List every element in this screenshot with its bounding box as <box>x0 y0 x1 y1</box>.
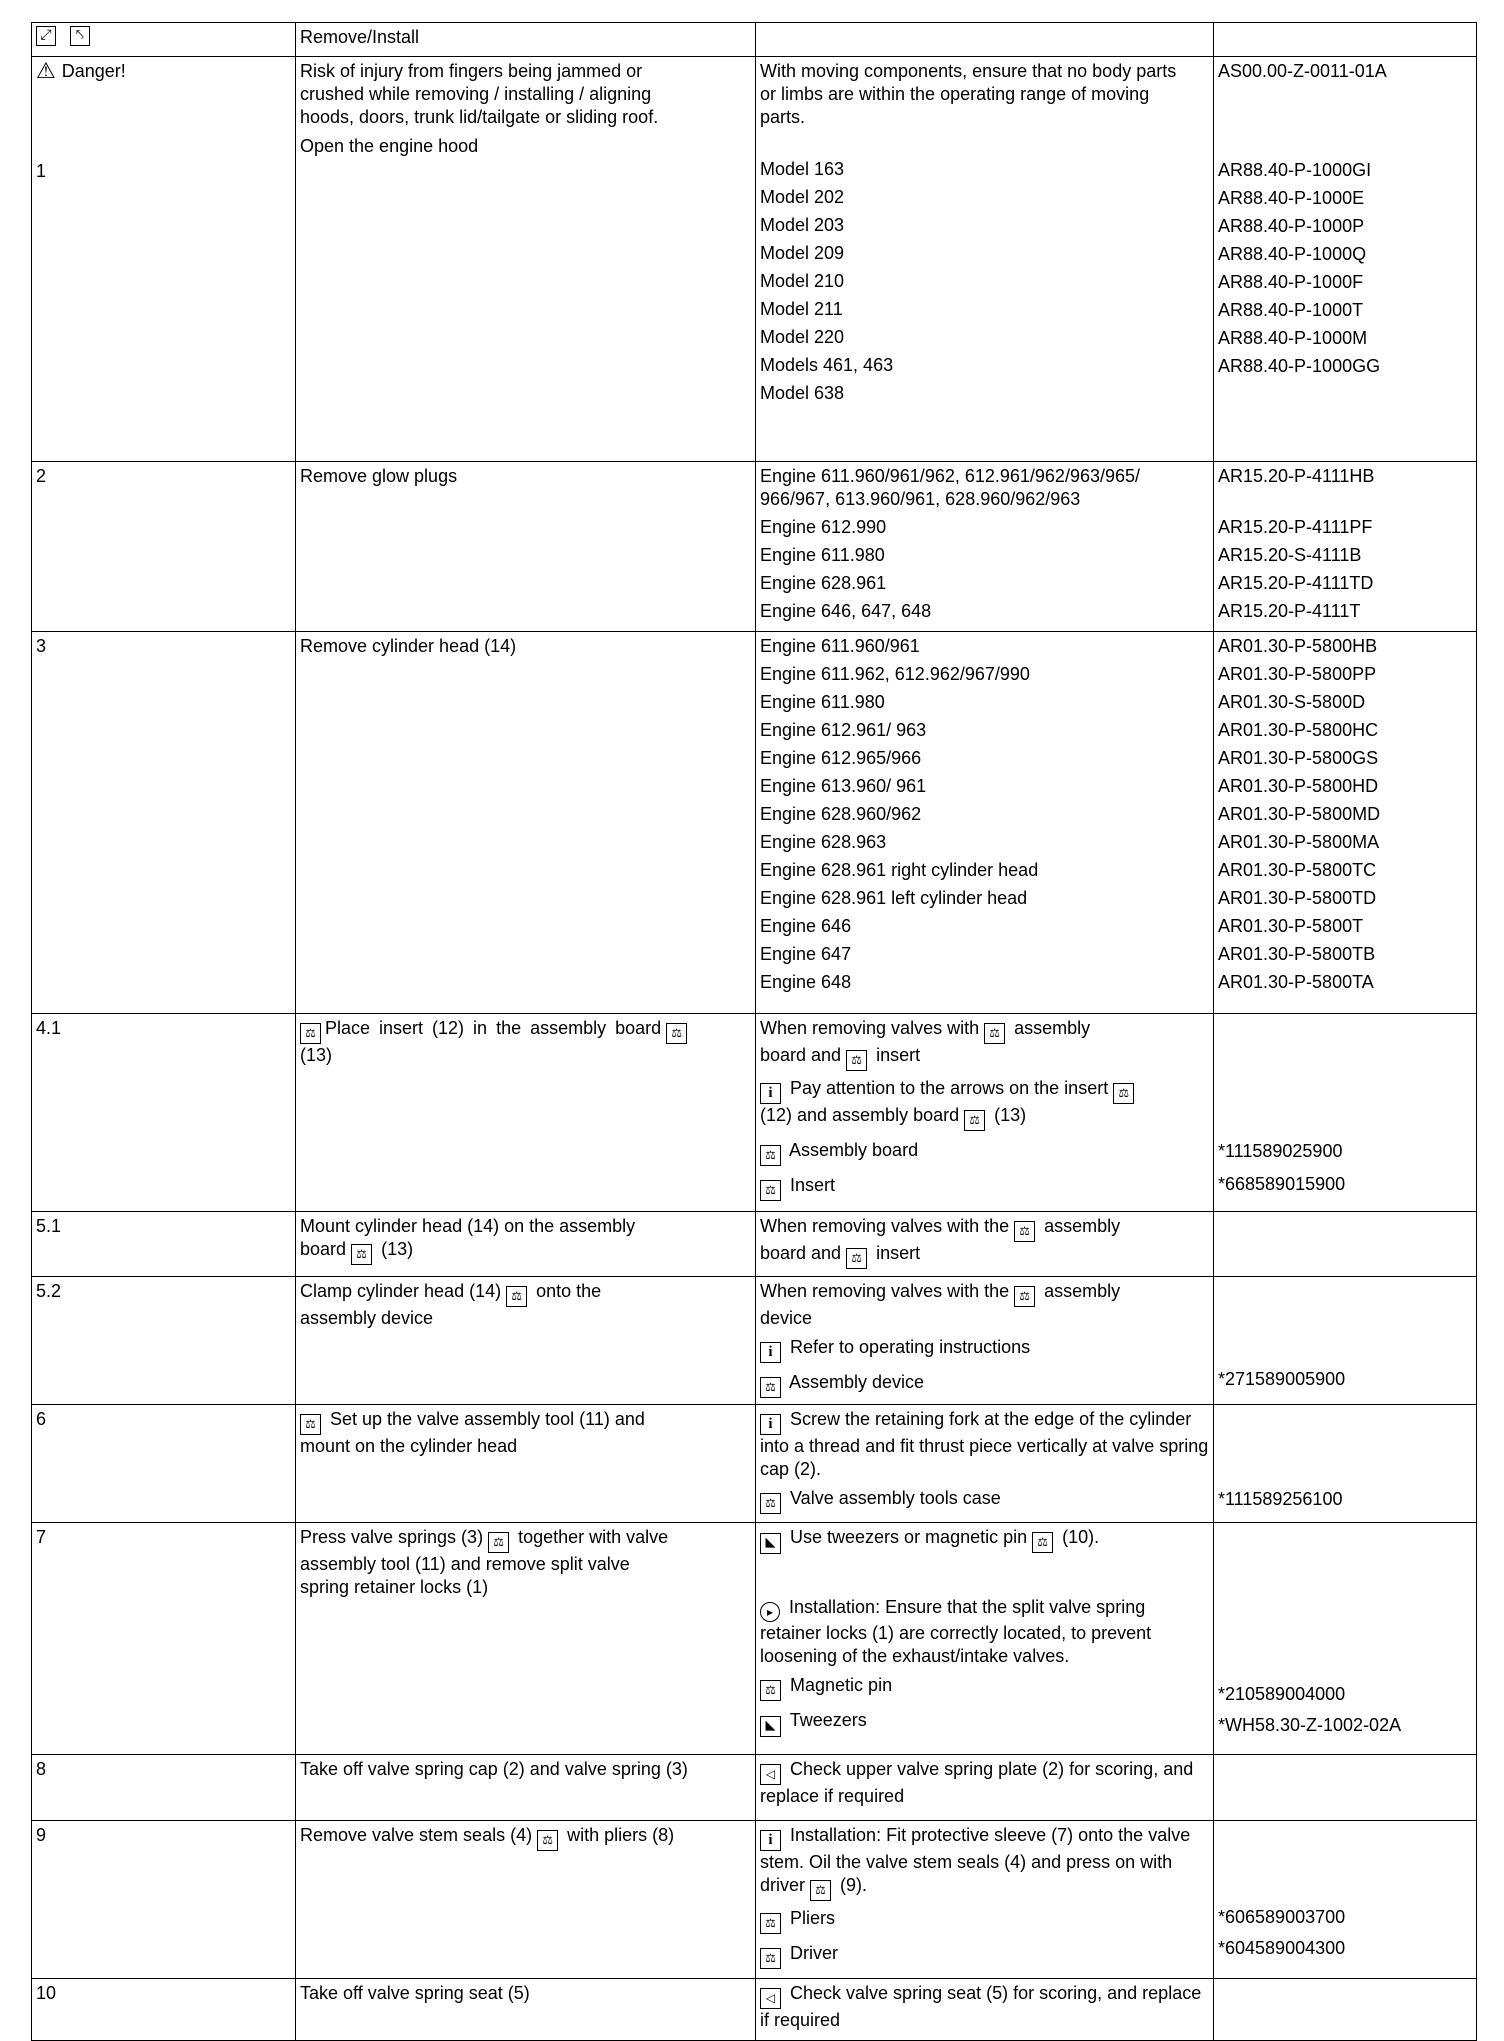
note-text: device <box>760 1308 813 1328</box>
inspection-icon <box>760 1988 781 2009</box>
step-action: with pliers (8) <box>567 1825 675 1845</box>
step-row <box>32 1821 1477 1979</box>
ref-text: Engine 628.963 <box>760 832 887 852</box>
step-action: Remove cylinder head (14) <box>296 632 756 1014</box>
ref-text: Engine 647 <box>760 944 852 964</box>
step-action: Remove glow plugs <box>296 462 756 632</box>
doc-code-link[interactable]: AR01.30-P-5800MD <box>1218 804 1381 824</box>
step-number: 8 <box>32 1755 296 1821</box>
note-text: When removing valves with the <box>760 1281 1010 1301</box>
step-row <box>32 632 1477 1014</box>
special-tool-icon <box>488 1532 509 1553</box>
note-cell <box>756 1755 1214 1821</box>
danger-risk-cell <box>296 57 756 462</box>
code-cell <box>1214 57 1477 462</box>
step-row <box>32 1277 1477 1405</box>
note-text: (10). <box>1062 1527 1100 1547</box>
code-cell <box>1214 1821 1477 1979</box>
shop-equipment-icon <box>760 1533 781 1554</box>
ref-text: Model 220 <box>760 327 845 347</box>
note-text: Check upper valve spring plate (2) for scoring, and replace if required <box>760 1759 1194 1806</box>
special-tool-icon <box>1113 1083 1134 1104</box>
note-text: board and <box>760 1243 842 1263</box>
step-row <box>32 462 1477 632</box>
ref-text: Engine 628.961 left cylinder head <box>760 888 1028 908</box>
doc-code-link[interactable]: AR01.30-P-5800T <box>1218 916 1364 936</box>
ref-text: Engine 612.961/ 963 <box>760 720 927 740</box>
step-action: Open the engine hood <box>300 136 479 156</box>
special-tool-icon <box>760 1680 781 1701</box>
step-row <box>32 1979 1477 2041</box>
step-action: Mount cylinder head (14) on the assembly <box>300 1216 636 1236</box>
info-icon <box>760 1083 781 1104</box>
note-text: assembly <box>1044 1216 1121 1236</box>
collapse-icon[interactable]: ⤣ <box>70 26 90 46</box>
ref-text: Model 202 <box>760 187 845 207</box>
ref-text: Models 461, 463 <box>760 355 894 375</box>
doc-code-link[interactable]: AR15.20-P-4111TD <box>1218 573 1374 593</box>
doc-code-link[interactable]: AR01.30-S-5800D <box>1218 692 1366 712</box>
special-tool-icon <box>846 1050 867 1071</box>
ref-text: Engine 646, 647, 648 <box>760 601 932 621</box>
ref-text: Engine 628.960/962 <box>760 804 922 824</box>
doc-code-link[interactable]: AR01.30-P-5800TC <box>1218 860 1377 880</box>
special-tool-icon <box>810 1880 831 1901</box>
note-cell <box>756 1821 1214 1979</box>
step-action-cell <box>296 1277 756 1405</box>
tool-name: Assembly device <box>789 1372 925 1392</box>
step-row <box>32 1523 1477 1755</box>
ref-text: Engine 628.961 right cylinder head <box>760 860 1039 880</box>
tool-name: Valve assembly tools case <box>790 1488 1001 1508</box>
special-tool-icon <box>537 1830 558 1851</box>
tool-name: Driver <box>790 1943 839 1963</box>
step-action: Remove valve stem seals (4) <box>300 1825 533 1845</box>
special-tool-icon <box>300 1414 321 1435</box>
ref-text: Engine 613.960/ 961 <box>760 776 927 796</box>
note-text: assembly <box>1044 1281 1121 1301</box>
part-number[interactable]: *210589004000 <box>1218 1684 1346 1704</box>
special-tool-icon <box>760 1948 781 1969</box>
doc-code-link[interactable]: AR01.30-P-5800MA <box>1218 832 1380 852</box>
step-action: Place insert (12) in the assembly board <box>325 1018 662 1038</box>
step-row <box>32 1755 1477 1821</box>
step-row <box>32 1014 1477 1212</box>
note-text: insert <box>876 1045 921 1065</box>
step-action: assembly device <box>300 1308 434 1328</box>
header-empty-cell <box>756 23 1214 57</box>
special-tool-icon <box>1014 1221 1035 1242</box>
doc-code-link[interactable]: AR88.40-P-1000E <box>1218 188 1365 208</box>
special-tool-icon <box>1014 1286 1035 1307</box>
doc-code-link[interactable]: AR01.30-P-5800HB <box>1218 636 1378 656</box>
code-cell <box>1214 1979 1477 2041</box>
step-number: 5.1 <box>32 1212 296 1277</box>
note-text: Installation: Ensure that the split valve spring retainer locks (1) are correctly located, to prevent loosening of the exhaust/intake valves. <box>760 1597 1152 1666</box>
part-number[interactable]: *668589015900 <box>1218 1174 1346 1194</box>
special-tool-icon <box>1032 1532 1053 1553</box>
special-tool-icon <box>984 1023 1005 1044</box>
note-text: Check valve spring seat (5) for scoring, and replace if required <box>760 1983 1202 2030</box>
header-row <box>32 23 1477 57</box>
danger-cell <box>32 57 296 462</box>
danger-risk-text: Risk of injury from fingers being jammed or crushed while removing / installing / aligning hoods, doors, trunk lid/tailgate or sliding roof. <box>300 61 659 127</box>
special-tool-icon <box>760 1180 781 1201</box>
step-action-cell <box>296 1405 756 1523</box>
step-action: assembly tool (11) and remove split valve spring retainer locks (1) <box>300 1554 630 1597</box>
shop-equipment-icon <box>760 1716 781 1737</box>
note-cell <box>756 1277 1214 1405</box>
note-text: Pay attention to the arrows on the insert <box>790 1078 1109 1098</box>
part-number[interactable]: *604589004300 <box>1218 1938 1346 1958</box>
step-action-cell <box>296 1014 756 1212</box>
info-icon <box>760 1342 781 1363</box>
step-number: 1 <box>36 161 47 181</box>
ref-text: Model 638 <box>760 383 845 403</box>
doc-code-link[interactable]: AR01.30-P-5800PP <box>1218 664 1377 684</box>
special-tool-icon <box>666 1023 687 1044</box>
ref-text: Model 210 <box>760 271 845 291</box>
step-action: (13) <box>300 1045 333 1065</box>
tool-name: Pliers <box>790 1908 836 1928</box>
note-cell <box>756 1523 1214 1755</box>
step-row <box>32 1405 1477 1523</box>
ref-text: Engine 611.960/961 <box>760 636 920 656</box>
doc-code-link[interactable]: AR15.20-P-4111HB <box>1218 466 1375 486</box>
step-action: board <box>300 1239 347 1259</box>
ref-text: Model 211 <box>760 299 843 319</box>
step-action-cell <box>296 1523 756 1755</box>
header-icons-cell <box>32 23 296 57</box>
doc-code-link[interactable]: AR88.40-P-1000T <box>1218 300 1364 320</box>
note-text: When removing valves with <box>760 1018 980 1038</box>
warning-triangle-icon: ⚠ <box>36 58 56 84</box>
step-action: Set up the valve assembly tool (11) and <box>330 1409 645 1429</box>
expand-icon[interactable]: ⤢ <box>36 26 56 46</box>
ref-text: Engine 648 <box>760 972 852 992</box>
danger-label: Danger! <box>61 61 126 81</box>
header-empty-cell <box>1214 23 1477 57</box>
note-text: Screw the retaining fork at the edge of the cylinder into a thread and fit thrust piece vertically at valve spring cap (2). <box>760 1409 1209 1479</box>
ref-text: Model 209 <box>760 243 845 263</box>
step-action-cell <box>296 1821 756 1979</box>
tool-name: Assembly board <box>789 1140 919 1160</box>
code-cell <box>1214 1212 1477 1277</box>
info-icon <box>760 1414 781 1435</box>
note-cell <box>756 1405 1214 1523</box>
danger-measure-text: With moving components, ensure that no body parts or limbs are within the operating range of moving parts. <box>760 61 1177 127</box>
part-number[interactable]: *606589003700 <box>1218 1907 1346 1927</box>
doc-code-link[interactable]: AR88.40-P-1000GI <box>1218 160 1372 180</box>
note-text: When removing valves with the <box>760 1216 1010 1236</box>
note-cell <box>756 1979 1214 2041</box>
doc-code-link[interactable]: AR15.20-S-4111B <box>1218 545 1362 565</box>
ref-cell <box>756 632 1214 1014</box>
inspection-icon <box>760 1764 781 1785</box>
ref-text: Model 203 <box>760 215 845 235</box>
ref-text: Model 163 <box>760 159 845 179</box>
step-number: 9 <box>32 1821 296 1979</box>
danger-row <box>32 57 1477 462</box>
note-text: Installation: Fit protective sleeve (7) onto the valve stem. Oil the valve stem seals (4) and press on with driver <box>760 1825 1191 1895</box>
doc-code-link[interactable]: AS00.00-Z-0011-01A <box>1218 61 1387 81</box>
step-action: Clamp cylinder head (14) <box>300 1281 502 1301</box>
doc-code-link[interactable]: AR01.30-P-5800TB <box>1218 944 1376 964</box>
step-action: Press valve springs (3) <box>300 1527 484 1547</box>
ref-text: Engine 612.990 <box>760 517 887 537</box>
note-cell <box>756 1212 1214 1277</box>
special-tool-icon <box>760 1377 781 1398</box>
ref-text: Engine 611.980 <box>760 692 885 712</box>
doc-code-link[interactable]: AR01.30-P-5800TA <box>1218 972 1374 992</box>
ref-text: Engine 611.962, 612.962/967/990 <box>760 664 1030 684</box>
note-text: insert <box>876 1243 921 1263</box>
doc-code-link[interactable]: AR01.30-P-5800HC <box>1218 720 1379 740</box>
part-number[interactable]: *271589005900 <box>1218 1369 1346 1389</box>
installation-icon <box>760 1602 780 1622</box>
doc-code-link[interactable]: AR15.20-P-4111T <box>1218 601 1361 621</box>
note-cell <box>756 1014 1214 1212</box>
doc-code-link[interactable]: AR01.30-P-5800GS <box>1218 748 1379 768</box>
step-action: together with valve <box>518 1527 669 1547</box>
note-text: (12) and assembly board <box>760 1105 960 1125</box>
step-action: (13) <box>381 1239 414 1259</box>
code-cell <box>1214 1755 1477 1821</box>
ref-text: Engine 612.965/966 <box>760 748 922 768</box>
step-action: mount on the cylinder head <box>300 1436 518 1456</box>
note-text: Refer to operating instructions <box>790 1337 1031 1357</box>
step-number: 10 <box>32 1979 296 2041</box>
ref-text: Engine 646 <box>760 916 852 936</box>
code-cell <box>1214 1014 1477 1212</box>
step-row <box>32 1212 1477 1277</box>
step-number: 2 <box>32 462 296 632</box>
step-action: Take off valve spring seat (5) <box>296 1979 756 2041</box>
doc-code-link[interactable]: AR15.20-P-4111PF <box>1218 517 1373 537</box>
special-tool-icon <box>300 1023 321 1044</box>
code-cell <box>1214 1277 1477 1405</box>
special-tool-icon <box>760 1145 781 1166</box>
code-cell <box>1214 632 1477 1014</box>
special-tool-icon <box>846 1248 867 1269</box>
note-text: (13) <box>994 1105 1027 1125</box>
step-action: Take off valve spring cap (2) and valve spring (3) <box>296 1755 756 1821</box>
doc-code-link[interactable]: AR88.40-P-1000F <box>1218 272 1364 292</box>
code-cell <box>1214 1523 1477 1755</box>
step-number: 3 <box>32 632 296 1014</box>
ref-text: Engine 611.960/961/962, 612.961/962/963/965/ 966/967, 613.960/961, 628.960/962/963 <box>760 466 1141 509</box>
doc-code-link[interactable]: AR88.40-P-1000Q <box>1218 244 1367 264</box>
part-number[interactable]: *111589025900 <box>1218 1141 1343 1161</box>
special-tool-icon <box>964 1110 985 1131</box>
ref-text: Engine 611.980 <box>760 545 885 565</box>
part-number[interactable]: *111589256100 <box>1218 1489 1343 1509</box>
code-cell <box>1214 462 1477 632</box>
tool-name: Tweezers <box>789 1710 867 1730</box>
step-action: onto the <box>536 1281 602 1301</box>
info-icon <box>760 1830 781 1851</box>
doc-code-link[interactable]: AR01.30-P-5800HD <box>1218 776 1379 796</box>
code-cell <box>1214 1405 1477 1523</box>
step-number: 6 <box>32 1405 296 1523</box>
special-tool-icon <box>760 1493 781 1514</box>
ref-cell <box>756 462 1214 632</box>
note-text: board and <box>760 1045 842 1065</box>
ref-text: Engine 628.961 <box>760 573 887 593</box>
step-action-cell <box>296 1212 756 1277</box>
note-text: (9). <box>840 1875 868 1895</box>
note-text: Use tweezers or magnetic pin <box>790 1527 1028 1547</box>
step-number: 4.1 <box>32 1014 296 1212</box>
doc-code-link[interactable]: AR88.40-P-1000GG <box>1218 356 1381 376</box>
doc-code-link[interactable]: AR01.30-P-5800TD <box>1218 888 1377 908</box>
danger-measure-cell <box>756 57 1214 462</box>
special-tool-icon <box>351 1244 372 1265</box>
tool-name: Insert <box>790 1175 836 1195</box>
step-number: 7 <box>32 1523 296 1755</box>
special-tool-icon <box>506 1286 527 1307</box>
note-text: assembly <box>1014 1018 1091 1038</box>
step-number: 5.2 <box>32 1277 296 1405</box>
header-title: Remove/Install <box>296 23 756 57</box>
doc-code-link[interactable]: AR88.40-P-1000P <box>1218 216 1365 236</box>
doc-code-link[interactable]: AR88.40-P-1000M <box>1218 328 1368 348</box>
special-tool-icon <box>760 1913 781 1934</box>
part-number[interactable]: *WH58.30-Z-1002-02A <box>1218 1715 1402 1735</box>
tool-name: Magnetic pin <box>790 1675 893 1695</box>
procedure-table <box>31 22 1477 2041</box>
